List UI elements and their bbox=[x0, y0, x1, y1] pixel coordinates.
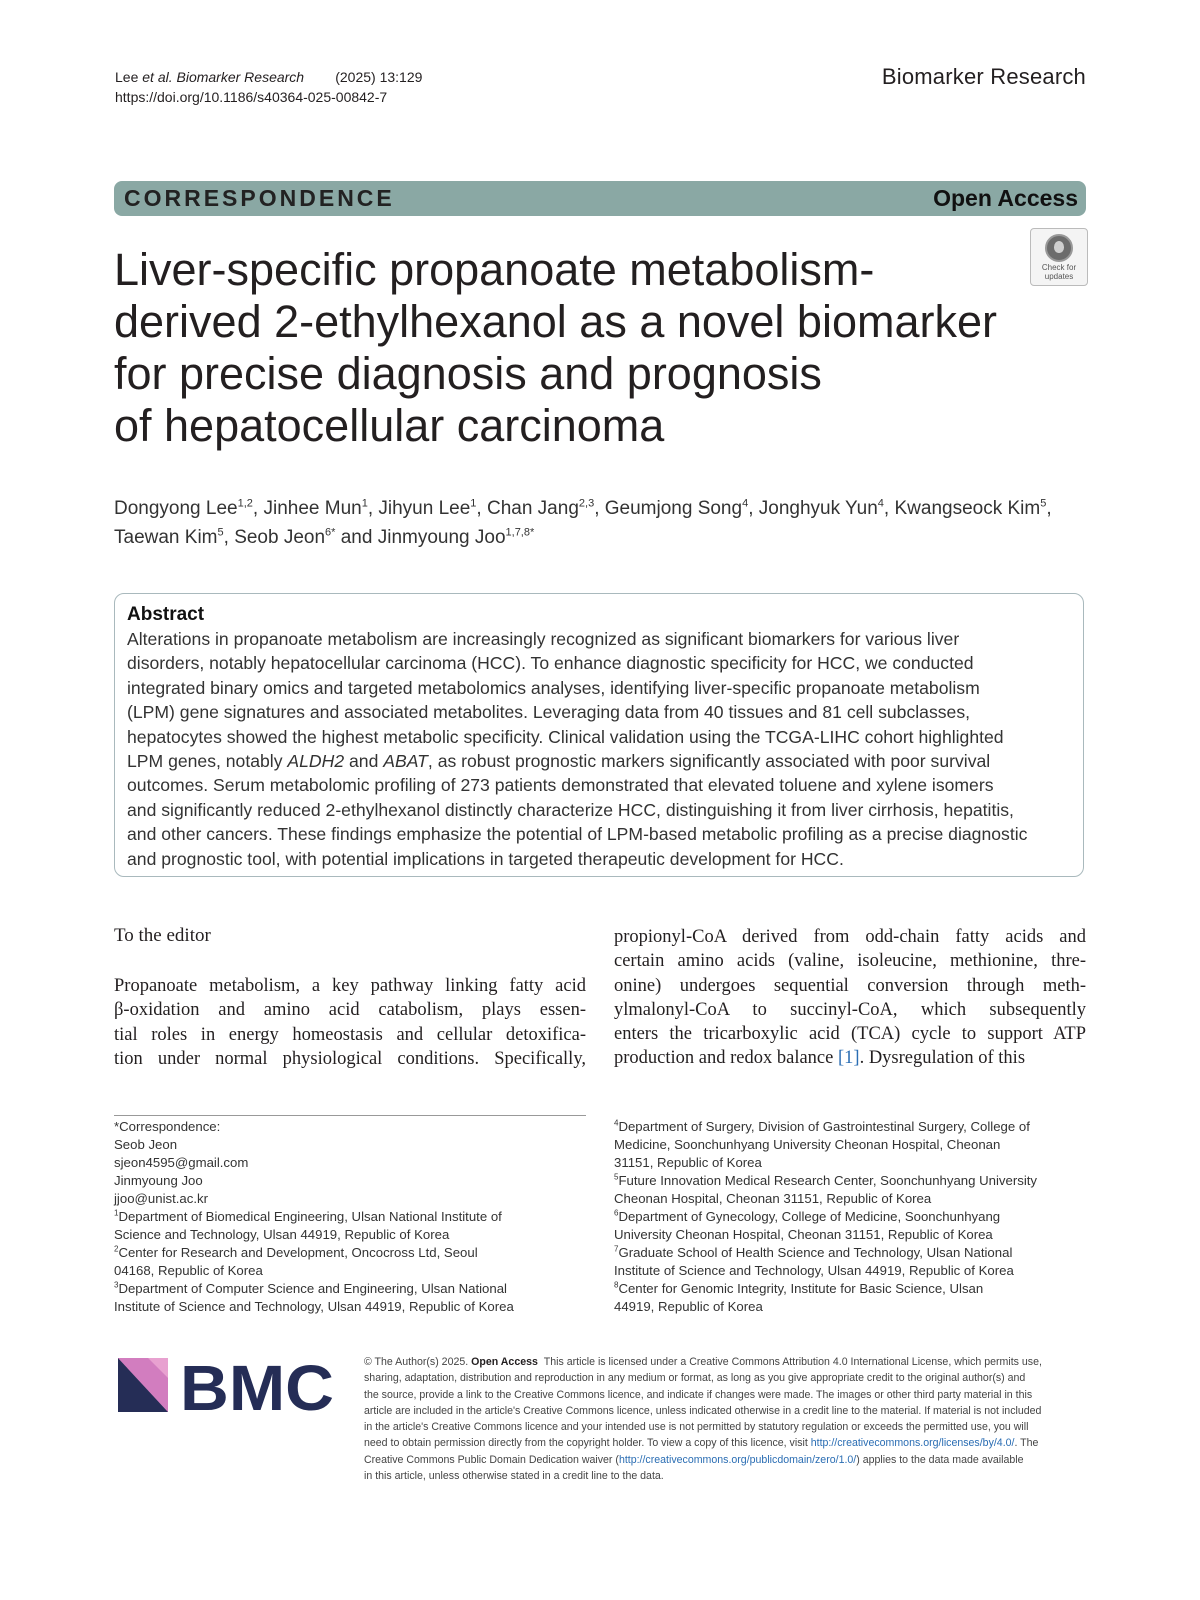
author[interactable]: Chan Jang$^{2,3}$ bbox=[486, 497, 595, 519]
article-citation bbox=[115, 67, 422, 107]
correspondent-email[interactable]: jjoo@unist.ac.kr bbox=[114, 1191, 209, 1206]
body-line: tial roles in energy homeostasis and cellular detoxifica- bbox=[114, 1024, 586, 1045]
abstract-line: and significantly reduced 2-ethylhexanol distinctly characterize HCC, distinguishing it from liver cirrhosis, hepatitis, bbox=[127, 799, 1014, 820]
author[interactable]: Jinhee Mun$^1$ bbox=[263, 497, 368, 519]
publicdomain-link[interactable]: http://creativecommons.org/publicdomain/zero/1.0/ bbox=[618, 1453, 857, 1466]
abstract-heading: Abstract bbox=[127, 604, 205, 625]
abstract-line: Alterations in propanoate metabolism are increasingly recognized as significant biomarkers for various liver bbox=[127, 629, 960, 649]
affiliation: $^6$Department of Gynecology, College of Medicine, Soonchunhyang University Cheonan Hospital, Cheonan 31151, Republic of Korea bbox=[614, 1208, 1001, 1242]
affiliation: $^8$Center for Genomic Integrity, Institute for Basic Science, Ulsan 44919, Republic of Korea bbox=[614, 1280, 984, 1314]
body-line: ylmalonyl-CoA to succinyl-CoA, which subsequently bbox=[614, 999, 1086, 1020]
abstract-line: outcomes. Serum metabolomic profiling of 273 patients demonstrated that elevated toluene and xylene isomers bbox=[127, 775, 994, 796]
author[interactable]: Geumjong Song$^4$ bbox=[604, 497, 749, 519]
journal-name: Biomarker Research bbox=[881, 64, 1086, 89]
license-link[interactable]: http://creativecommons.org/licenses/by/4.0/ bbox=[810, 1437, 1015, 1450]
body-line: β-oxidation and amino acid catabolism, plays essen- bbox=[114, 1000, 586, 1021]
affiliation: $^5$Future Innovation Medical Research Center, Soonchunhyang University Cheonan Hospital, Cheonan 31151, Republic of Korea bbox=[614, 1172, 1038, 1206]
footnotes-left bbox=[114, 1118, 594, 1316]
license-text: © The Author(s) 2025. Open Access This article is licensed under a Creative Commons Attribution 4.0 International License, which permits use, sharing, adaptation, distribution and reproduction in any medium or format, as long as you give appropriate credit to the original author(s) and the source, provide a link to the Creative Commons licence, and indicate if changes were made. The images or other third party material in this article are included in the article's Creative Commons licence, unless indicated otherwise in a credit line to the material. If material is not included in the article's Creative Commons licence and your intended use is not permitted by statutory regulation or exceeds the permitted use, you will need to obtain permission directly from the copyright holder. To view a copy of this licence, visit http://creativecommons.org/licenses/by/4.0/. The Creative Commons Public Domain Dedication waiver (http://creativecommons.org/publicdomain/zero/1.0/) applies to the data made available in this article, unless otherwise stated in a credit line to the data. bbox=[364, 1356, 1042, 1483]
abstract-line: hepatocytes showed the highest metabolic specificity. Clinical validation using the TCGA-LIHC cohort highlighted bbox=[127, 726, 1004, 747]
correspondent-name: Seob Jeon bbox=[114, 1137, 178, 1152]
abstract-line: integrated binary omics and targeted metabolomics analyses, identifying liver-specific propanoate metabolism bbox=[127, 677, 980, 698]
article-type-label: CORRESPONDENCE bbox=[124, 185, 395, 211]
affiliation: $^2$Center for Research and Development, Oncocross Ltd, Seoul 04168, Republic of Korea bbox=[114, 1244, 478, 1278]
correspondent-name: Jinmyoung Joo bbox=[114, 1173, 203, 1188]
citation-journal: et al. Biomarker Research bbox=[142, 69, 305, 85]
gene-name: ALDH2 bbox=[287, 751, 345, 772]
affiliation: $^7$Graduate School of Health Science and Technology, Ulsan National Institute of Science and Technology, Ulsan 44919, Republic of Korea bbox=[614, 1244, 1014, 1278]
title-line: derived 2-ethylhexanol as a novel biomarker bbox=[114, 296, 997, 347]
bmc-logo bbox=[118, 1358, 338, 1414]
salutation: To the editor bbox=[114, 925, 211, 946]
author[interactable]: Jinmyoung Joo$^{1,7,8*}$ bbox=[377, 526, 535, 548]
open-access-label: Open Access bbox=[933, 185, 1078, 211]
affiliation: $^4$Department of Surgery, Division of Gastrointestinal Surgery, College of Medicine, Soonchunhyang University Cheonan Hospital, Cheonan 31151, Republic of Korea bbox=[614, 1118, 1030, 1170]
body-line: onine) undergoes sequential conversion through meth- bbox=[614, 975, 1086, 996]
author[interactable]: Taewan Kim$^5$ bbox=[114, 526, 224, 548]
check-updates-line: updates bbox=[1044, 272, 1074, 281]
correspondence-label: *Correspondence: bbox=[114, 1119, 221, 1134]
abstract-line: and prognostic tool, with potential implications in targeted therapeutic development for HCC. bbox=[127, 848, 844, 869]
author[interactable]: Seob Jeon$^{6*}$ bbox=[234, 526, 336, 548]
check-for-updates-badge[interactable] bbox=[1030, 228, 1088, 286]
copyright: © The Author(s) 2025. bbox=[364, 1356, 469, 1368]
author[interactable]: Jonghyuk Yun$^4$ bbox=[758, 497, 884, 519]
title-line: of hepatocellular carcinoma bbox=[114, 400, 665, 451]
footnote-divider bbox=[114, 1115, 586, 1116]
body-column-left bbox=[114, 974, 586, 1071]
title-line: Liver-specific propanoate metabolism- bbox=[114, 244, 875, 295]
body-column-right bbox=[614, 925, 1086, 1071]
title-line: for precise diagnosis and prognosis bbox=[114, 348, 822, 399]
body-line: propionyl-CoA derived from odd-chain fatty acids and bbox=[614, 927, 1086, 947]
citation-authors: Lee bbox=[115, 69, 139, 85]
author[interactable]: Jihyun Lee$^1$ bbox=[378, 497, 477, 519]
body-line: tion under normal physiological conditions. Specifically, bbox=[114, 1048, 586, 1069]
abstract-line: disorders, notably hepatocellular carcinoma (HCC). To enhance diagnostic specificity for HCC, we conducted bbox=[127, 653, 974, 674]
body-line: production and redox balance [1]. Dysregulation of this bbox=[614, 1048, 1026, 1069]
reference-link[interactable]: [1] bbox=[837, 1048, 860, 1069]
doi-link[interactable]: https://doi.org/10.1186/s40364-025-00842-7 bbox=[115, 89, 388, 105]
affiliation: $^3$Department of Computer Science and Engineering, Ulsan National Institute of Science and Technology, Ulsan 44919, Republic of Korea bbox=[114, 1280, 514, 1314]
abstract-line: LPM genes, notably ALDH2 and ABAT, as robust prognostic markers significantly associated with poor survival bbox=[127, 751, 991, 772]
body-line: certain amino acids (valine, isoleucine, methionine, thre- bbox=[614, 951, 1086, 972]
abstract-text bbox=[127, 627, 1087, 871]
abstract-line: (LPM) gene signatures and associated metabolites. Leveraging data from 40 tissues and 81 cell subclasses, bbox=[127, 702, 971, 723]
citation-year: (2025) 13:129 bbox=[335, 69, 423, 85]
correspondent-email[interactable]: sjeon4595@gmail.com bbox=[114, 1155, 249, 1170]
abstract-line: and other cancers. These findings emphasize the potential of LPM-based metabolic profiling as a precise diagnostic bbox=[127, 824, 1028, 845]
author[interactable]: Dongyong Lee$^{1,2}$ bbox=[114, 497, 253, 519]
gene-name: ABAT bbox=[383, 751, 428, 772]
author-list: Dongyong Lee$^{1,2}$, Jinhee Mun$^1$, Jihyun Lee$^1$, Chan Jang$^{2,3}$, Geumjong Song$^4$, Jonghyuk Yun$^4$, Kwangseock Kim$^5$, Taewan Kim$^5$, Seob Jeon$^{6*}$ and Jinmyoung Joo$^{1,7,8*}$ bbox=[114, 497, 1052, 548]
article-title bbox=[114, 244, 997, 452]
body-line: Propanoate metabolism, a key pathway linking fatty acid bbox=[114, 976, 586, 996]
check-updates-line: Check for bbox=[1041, 263, 1077, 272]
body-line: enters the tricarboxylic acid (TCA) cycle to support ATP bbox=[614, 1024, 1086, 1045]
affiliation: $^1$Department of Biomedical Engineering, Ulsan National Institute of Science and Technology, Ulsan 44919, Republic of Korea bbox=[114, 1208, 502, 1242]
open-access-tag: Open Access bbox=[471, 1356, 538, 1368]
check-updates-icon bbox=[1045, 234, 1073, 262]
footnotes-right bbox=[614, 1118, 1094, 1316]
author[interactable]: Kwangseock Kim$^5$ bbox=[894, 497, 1047, 519]
bmc-logo-text: BMC bbox=[180, 1358, 334, 1414]
